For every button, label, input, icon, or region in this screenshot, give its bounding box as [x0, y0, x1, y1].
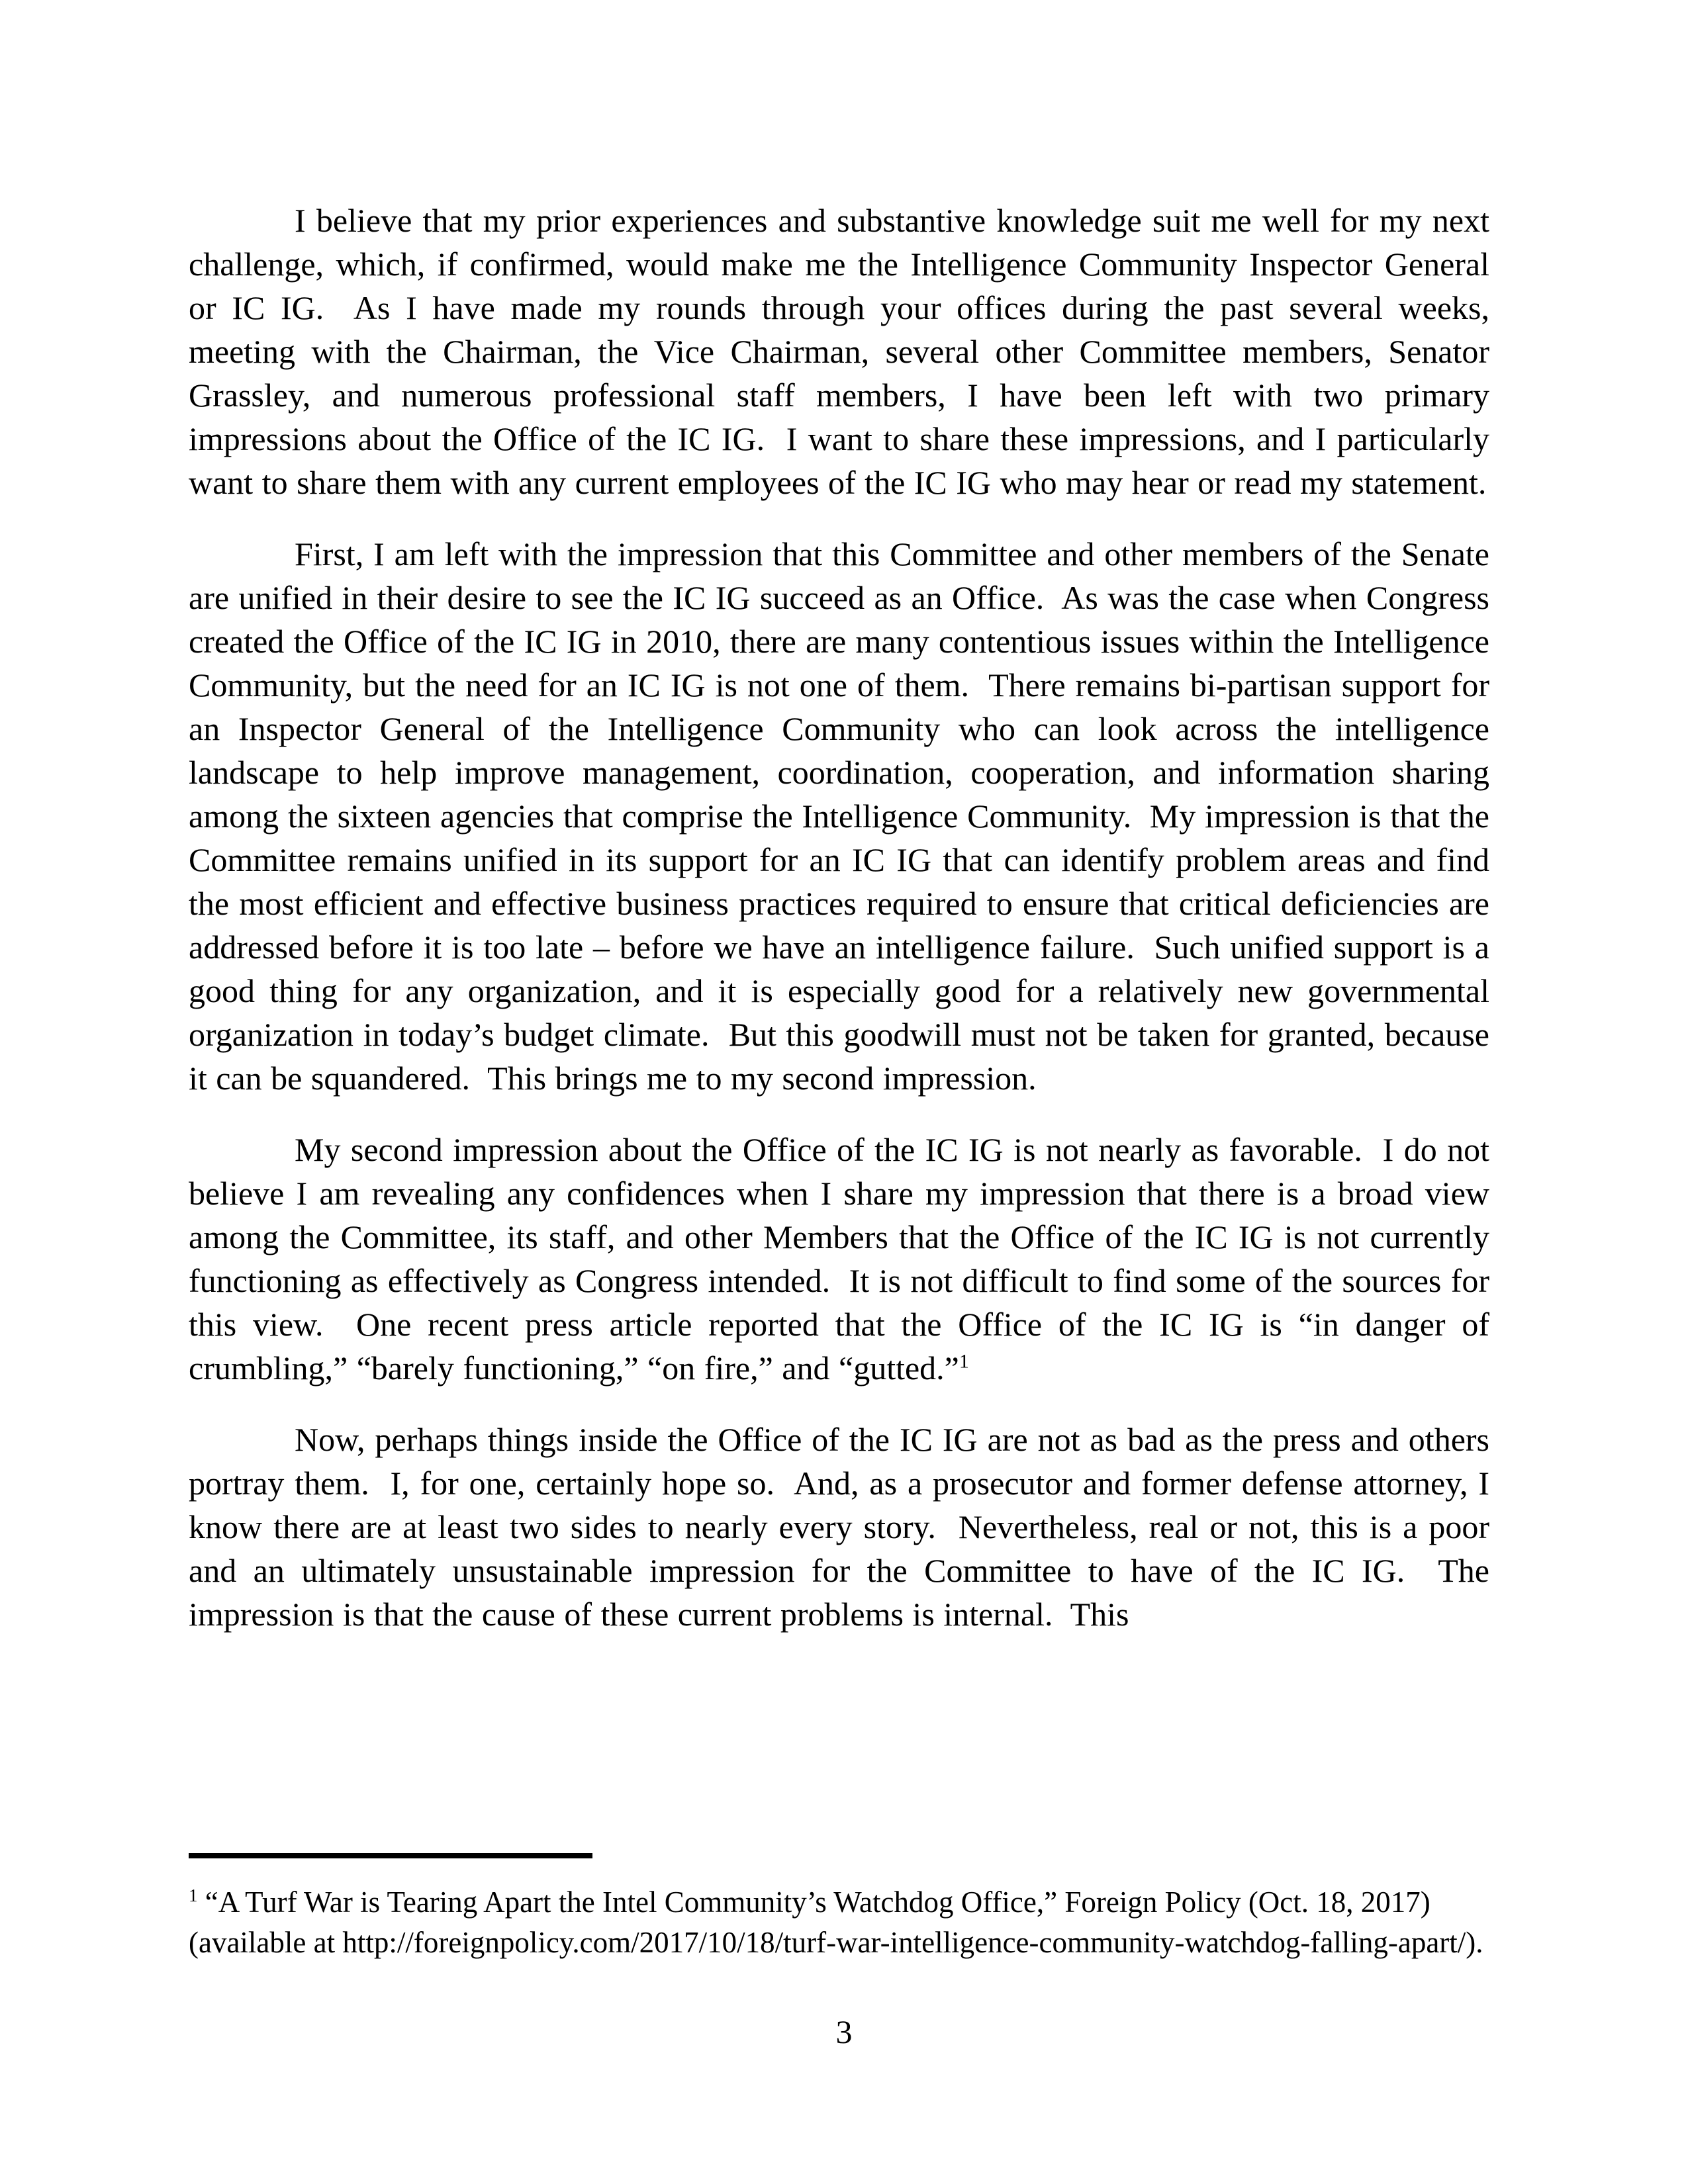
footnote-section [189, 1853, 1489, 1963]
page-number: 3 [835, 2013, 853, 2050]
body-paragraph [189, 1418, 1489, 1636]
footnote-reference: 1 [959, 1350, 969, 1373]
body-paragraph [189, 1128, 1489, 1390]
paragraph-text: I believe that my prior experiences and substantive knowledge suit me well for my next challenge, which, if confirmed, would make me the Intelligence Community Inspector General or IC IG. As I have made my rounds through your offices during the past several weeks, meeting with the Chairman, the Vice Chairman, several other Committee members, Senator Grassley, and numerous professional staff members, I have been left with two primary impressions about the Office of the IC IG. I want to share these impressions, and I particularly want to share them with any current employees of the IC IG who may hear or read my statement. [189, 202, 1489, 501]
body-paragraph [189, 199, 1489, 504]
body-paragraph [189, 532, 1489, 1100]
footnote-separator-line [189, 1853, 592, 1858]
paragraph-text: Now, perhaps things inside the Office of the IC IG are not as bad as the press and others portray them. I, for one, certainly hope so. And, as a prosecutor and former defense attorney, I know there are at least two sides to nearly every story. Nevertheless, real or not, this is a poor and an ultimately unsustainable impression for the Committee to have of the IC IG. The impression is that the cause of these current problems is internal. This [189, 1421, 1489, 1633]
footnote [189, 1882, 1489, 1963]
paragraph-text: My second impression about the Office of the IC IG is not nearly as favorable. I do not believe I am revealing any confidences when I share my impression that there is a broad view among the Committee, its staff, and other Members that the Office of the IC IG is not currently functioning as effectively as Congress intended. It is not difficult to find some of the sources for this view. One recent press article reported that the Office of the IC IG is “in danger of crumbling,” “barely functioning,” “on fire,” and “gutted.” [189, 1131, 1489, 1387]
paragraph-text: First, I am left with the impression that this Committee and other members of the Senate are unified in their desire to see the IC IG succeed as an Office. As was the case when Congress created the Office of the IC IG in 2010, there are many contentious issues within the Intelligence Community, but the need for an IC IG is not one of them. There remains bi-partisan support for an Inspector General of the Intelligence Community who can look across the intelligence landscape to help improve management, coordination, cooperation, and information sharing among the sixteen agencies that comprise the Intelligence Community. My impression is that the Committee remains unified in its support for an IC IG that can identify problem areas and find the most efficient and effective business practices required to ensure that critical deficiencies are addressed before it is too late – before we have an intelligence failure. Such unified support is a good thing for any organization, and it is especially good for a relatively new governmental organization in today’s budget climate. But this goodwill must not be taken for granted, because it can be squandered. This brings me to my second impression. [189, 535, 1489, 1097]
body-text-block [189, 199, 1489, 1664]
footnote-marker: 1 [189, 1886, 198, 1905]
footnote-text: “A Turf War is Tearing Apart the Intel Community’s Watchdog Office,” Foreign Policy (Oct. 18, 2017) (available at http://foreignpolicy.com/2017/10/18/turf-war-intelligence-community-watchdog-falling-apart/). [189, 1886, 1483, 1959]
